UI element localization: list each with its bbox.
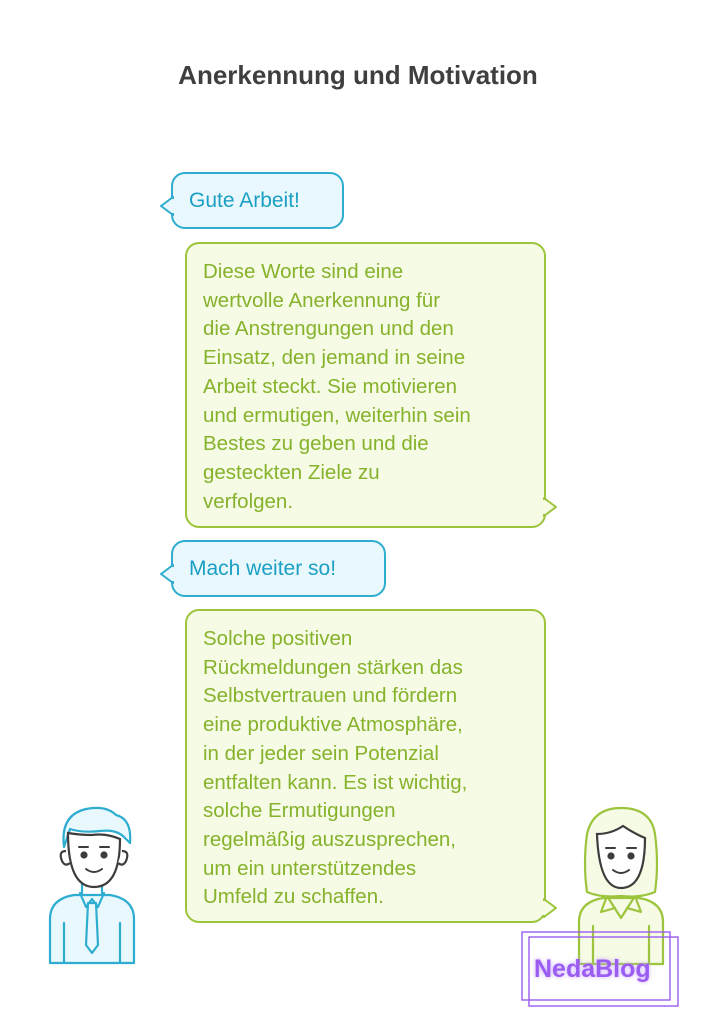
bubble-tail-left	[159, 564, 175, 584]
bubble-line: eine produktive Atmosphäre,	[203, 713, 463, 737]
watermark-text: NedaBlog	[534, 955, 651, 983]
bubble-line: Diese Worte sind eine	[203, 260, 404, 283]
speech-bubble-gute-arbeit	[171, 172, 344, 229]
bubble-line: entfalten kann. Es ist wichtig,	[203, 770, 468, 794]
bubble-line: Arbeit steckt. Sie motivieren	[203, 374, 458, 398]
bubble-text: Mach weiter so!	[189, 556, 337, 580]
speech-bubble-response-2	[185, 609, 546, 923]
bubble-line: Umfeld zu schaffen.	[203, 885, 384, 909]
bubble-line: um ein unterstützendes	[203, 856, 417, 880]
bubble-line: Selbstvertrauen und fördern	[203, 684, 458, 708]
bubble-line: verfolgen.	[203, 489, 294, 513]
bubble-line: Rückmeldungen stärken das	[203, 655, 463, 679]
bubble-line: wertvolle Anerkennung für	[203, 288, 441, 312]
bubble-line: und ermutigen, weiterhin sein	[203, 403, 471, 427]
bubble-text: Gute Arbeit!	[189, 188, 300, 212]
man-icon	[46, 803, 138, 965]
bubble-line: Solche positiven	[203, 627, 353, 650]
bubble-line: in der jeder sein Potenzial	[203, 741, 439, 765]
bubble-line: solche Ermutigungen	[203, 799, 396, 823]
bubble-line: Bestes zu geben und die	[203, 432, 429, 456]
bubble-line: gesteckten Ziele zu	[203, 460, 380, 484]
bubble-line: Einsatz, den jemand in seine	[203, 346, 466, 370]
bubble-tail-right	[542, 898, 558, 918]
bubble-tail-left	[159, 196, 175, 216]
page-title: Anerkennung und Motivation	[178, 60, 538, 90]
bubble-tail-right	[542, 497, 558, 517]
speech-bubble-mach-weiter-so	[171, 540, 386, 597]
speech-bubble-response-1	[185, 242, 546, 528]
bubble-line: regelmäßig auszusprechen,	[203, 827, 456, 851]
bubble-line: die Anstrengungen und den	[203, 317, 454, 341]
